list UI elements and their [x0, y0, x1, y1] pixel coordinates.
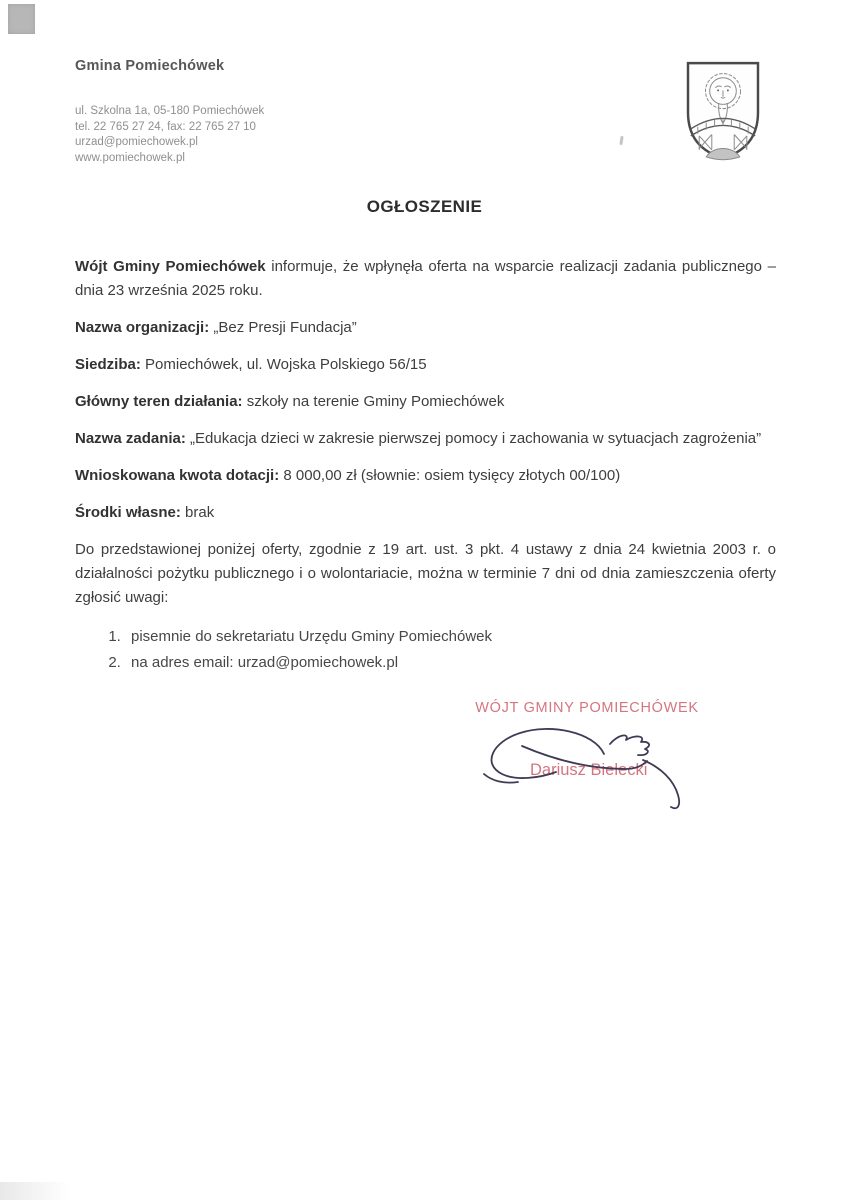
- address-line-email: urzad@pomiechowek.pl: [75, 136, 198, 148]
- paragraph-intro: [75, 255, 776, 303]
- coat-of-arms-icon: [681, 57, 765, 163]
- remarks-list-item: 1. pisemnie do sekretariatu Urzędu Gminy Pomiechówek: [125, 624, 776, 650]
- document-body: [75, 255, 776, 676]
- intro-text: informuje, że wpłynęła oferta na wsparcie realizacji zadania publicznego – dnia 23 września 2025 roku.: [75, 258, 776, 299]
- scan-artifact-square: [8, 4, 35, 34]
- address-line: ul. Szkolna 1a, 05-180 Pomiechówek: [75, 105, 265, 117]
- address-block: [75, 104, 264, 166]
- org-name: Gmina Pomiechówek: [75, 58, 225, 74]
- field-nazwa-organizacji: Nazwa organizacji: „Bez Presji Fundacja”: [75, 319, 357, 336]
- field-srodki-wlasne: Środki własne: brak: [75, 504, 215, 521]
- document-title: OGŁOSZENIE: [366, 197, 483, 217]
- signer-name: Dariusz Bielecki: [530, 761, 648, 779]
- scan-artifact-bottom-edge: [0, 1182, 70, 1200]
- handwritten-signature: [454, 712, 718, 812]
- signature-block: [456, 700, 718, 815]
- field-glowny-teren: Główny teren działania: szkoły na terenie Gminy Pomiechówek: [75, 393, 505, 410]
- letterhead: [75, 58, 264, 166]
- remarks-list: [75, 624, 776, 676]
- intro-label: Wójt Gminy Pomiechówek: [75, 258, 266, 275]
- stamp-title: WÓJT GMINY POMIECHÓWEK: [475, 700, 699, 716]
- paragraph-legal-notice: Do przedstawionej poniżej oferty, zgodnie z 19 art. ust. 3 pkt. 4 ustawy z dnia 24 kwietnia 2003 r. o działalności pożytku publicznego i o wolontariacie, można w terminie 7 dni od dnia zamieszczenia oferty zgłosić uwagi:: [75, 541, 776, 606]
- address-line: tel. 22 765 27 24, fax: 22 765 27 10: [75, 120, 256, 133]
- field-kwota-dotacji: Wnioskowana kwota dotacji: 8 000,00 zł (słownie: osiem tysięcy złotych 00/100): [75, 467, 621, 484]
- address-line-website: www.pomiechowek.pl: [75, 151, 185, 164]
- remarks-list-item: 2. na adres email: urzad@pomiechowek.pl: [125, 650, 776, 676]
- field-siedziba: Siedziba: Pomiechówek, ul. Wojska Polskiego 56/15: [75, 356, 427, 373]
- scan-speck: [619, 136, 623, 145]
- field-nazwa-zadania: Nazwa zadania: „Edukacja dzieci w zakresie pierwszej pomocy i zachowania w sytuacjach zagrożenia”: [75, 430, 762, 447]
